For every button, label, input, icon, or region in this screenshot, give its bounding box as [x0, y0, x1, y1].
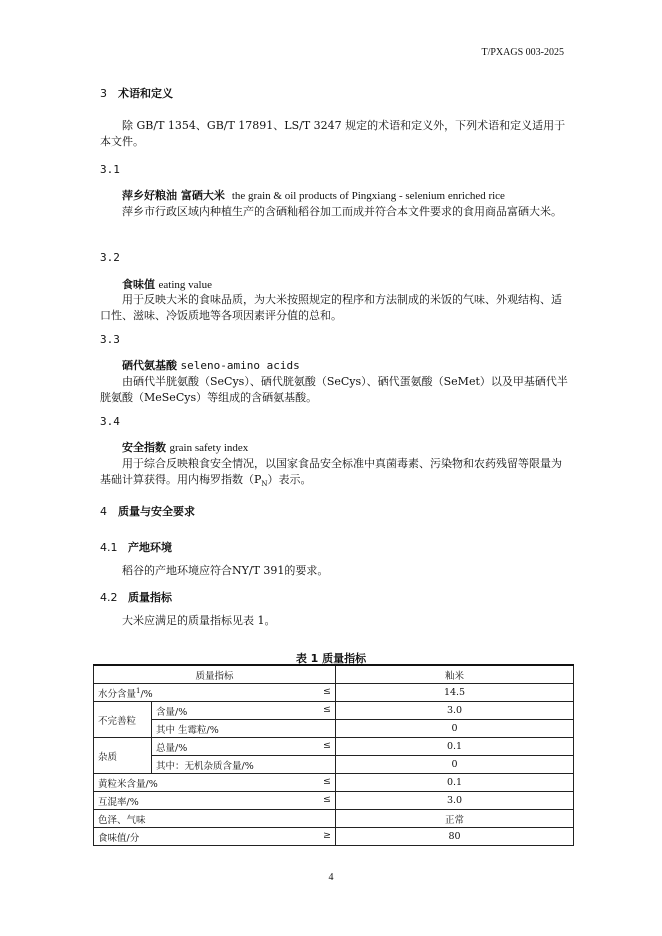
term-definition-text: ）表示。	[267, 473, 312, 486]
table-row	[94, 792, 574, 810]
row-label: 其中 生霉粒/%	[152, 720, 336, 738]
section-title: 质量指标	[128, 591, 172, 604]
table-row	[94, 720, 574, 738]
unit-text: /%	[140, 688, 153, 700]
section-3-heading	[100, 85, 173, 101]
term-title	[122, 357, 300, 373]
table-header-row	[94, 665, 574, 684]
value-cell: 0	[336, 756, 574, 774]
table-row	[94, 702, 574, 720]
term-number: 3.4	[100, 415, 120, 428]
row-label	[94, 828, 336, 846]
section-title: 质量与安全要求	[118, 505, 195, 518]
footnote-marker: 1	[136, 686, 141, 695]
term-definition: 萍乡市行政区域内种植生产的含硒籼稻谷加工而成并符合本文件要求的食用商品富硒大米。	[122, 205, 562, 218]
term-zh: 食味值	[122, 278, 155, 291]
section-number: 4	[100, 505, 107, 518]
section-title: 术语和定义	[118, 87, 173, 100]
relation-symbol: ≤	[323, 703, 332, 715]
section-number: 4.1	[100, 541, 118, 554]
term-number: 3.3	[100, 333, 120, 346]
term-definition: 用于反映大米的食味品质，为大米按照规定的程序和方法制成的米饭的气味、外观结构、适口性、滋味、冷饭质地等各项因素评分值的总和。	[100, 293, 562, 322]
section-number: 4.2	[100, 591, 118, 604]
term-title	[122, 439, 248, 455]
term-number: 3.2	[100, 251, 120, 264]
quality-table	[93, 664, 574, 846]
table-row	[94, 738, 574, 756]
row-label: 色泽、气味	[94, 810, 336, 828]
relation-symbol: ≤	[323, 685, 332, 697]
group-label: 不完善粒	[94, 702, 152, 738]
section-title: 产地环境	[128, 541, 172, 554]
term-title	[122, 187, 505, 203]
section-3-intro: 除 GB/T 1354、GB/T 17891、LS/T 3247 规定的术语和定义外，下列术语和定义适用于本文件。	[100, 119, 566, 148]
term-zh: 硒代氨基酸	[122, 359, 177, 372]
table-row	[94, 684, 574, 702]
value-cell: 3.0	[336, 792, 574, 810]
subsection-4-2-heading	[100, 589, 172, 605]
value-cell: 80	[336, 828, 574, 846]
relation-symbol: ≥	[323, 829, 332, 841]
subsection-4-2-text: 大米应满足的质量指标见表 1。	[122, 614, 276, 627]
term-number: 3.1	[100, 163, 120, 176]
table-row	[94, 810, 574, 828]
term-en: eating value	[158, 279, 212, 291]
term-title	[122, 276, 212, 292]
table-caption: 表 1 质量指标	[295, 652, 367, 665]
subsection-4-1-text: 稻谷的产地环境应符合NY/T 391的要求。	[122, 564, 329, 577]
label-text: 总量/%	[156, 742, 188, 754]
group-label: 杂质	[94, 738, 152, 774]
label-text: 黄粒米含量/%	[98, 778, 158, 790]
term-en: seleno-amino acids	[180, 359, 300, 372]
term-definition	[100, 456, 568, 492]
header-cell: 质量指标	[94, 665, 336, 684]
term-definition: 由硒代半胱氨酸（SeCys）、硒代胱氨酸（SeCys）、硒代蛋氨酸（SeMet）以及甲基硒代半胱氨酸（MeSeCys）等组成的含硒氨基酸。	[100, 375, 568, 404]
relation-symbol: ≤	[323, 775, 332, 787]
row-label	[152, 738, 336, 756]
row-label	[94, 774, 336, 792]
row-label: 其中：无机杂质含量/%	[152, 756, 336, 774]
value-cell: 3.0	[336, 702, 574, 720]
page-number: 4	[328, 872, 334, 883]
row-label	[94, 684, 336, 702]
value-cell: 14.5	[336, 684, 574, 702]
term-en: grain safety index	[169, 442, 249, 454]
label-text: 含量/%	[156, 706, 188, 718]
section-4-heading	[100, 503, 195, 519]
header-cell: 籼米	[336, 665, 574, 684]
term-en: the grain & oil products of Pingxiang - selenium enriched rice	[231, 190, 505, 202]
row-label	[94, 792, 336, 810]
label-text: 互混率/%	[98, 796, 139, 808]
subscript: N	[261, 480, 268, 489]
relation-symbol: ≤	[323, 739, 332, 751]
value-cell: 0.1	[336, 738, 574, 756]
table-row	[94, 828, 574, 846]
value-cell: 正常	[336, 810, 574, 828]
value-cell: 0	[336, 720, 574, 738]
term-zh: 安全指数	[122, 441, 166, 454]
row-label	[152, 702, 336, 720]
label-text: 水分含量	[98, 688, 137, 700]
relation-symbol: ≤	[323, 793, 332, 805]
label-text: 食味值/分	[98, 832, 140, 844]
term-zh: 萍乡好粮油 富硒大米	[122, 189, 225, 202]
doc-code: T/PXAGS 003-2025	[481, 47, 564, 58]
value-cell: 0.1	[336, 774, 574, 792]
term-definition-text: 用于综合反映粮食安全情况，以国家食品安全标准中真菌毒素、污染物和农药残留等限量为基础计算获得。用内梅罗指数（P	[100, 457, 562, 486]
table-row	[94, 774, 574, 792]
table-row	[94, 756, 574, 774]
subsection-4-1-heading	[100, 539, 172, 555]
section-number: 3	[100, 87, 107, 100]
